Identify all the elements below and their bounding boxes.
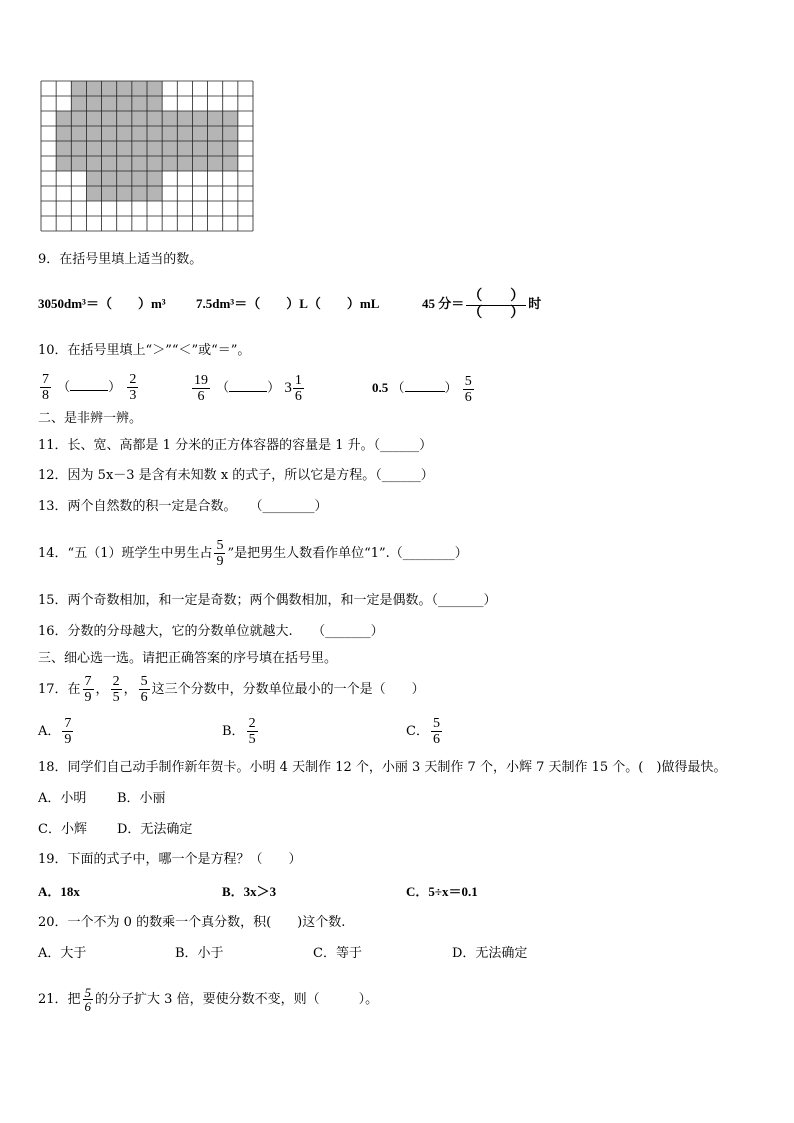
shaded-cell [102,141,117,156]
shaded-cell [86,81,101,96]
denominator: 9 [216,554,224,569]
q10-p1-left-fraction [40,372,51,403]
question-18: 18．同学们自己动手制作新年贺卡。小明 4 天制作 12 个，小丽 3 天制作 7 个，小辉 7 天制作 15 个。( )做得最快。 [38,760,727,775]
shaded-cell [117,171,132,186]
paren-close: ） [444,380,458,395]
shaded-cell [71,126,86,141]
shaded-cell [86,156,101,171]
shaded-cell [117,81,132,96]
question-11: 11．长、宽、高都是 1 分米的正方体容器的容量是 1 升。（______） [38,438,433,453]
section-3-heading: 三、细心选一选。请把正确答案的序号填在括号里。 [38,651,338,666]
shaded-cell [223,126,238,141]
q17-fraction-3 [139,674,150,705]
shaded-cell [147,96,162,111]
paren-open: （ [391,380,405,395]
q20-option-b: B．小于 [175,946,224,961]
denominator: 6 [464,389,472,405]
q20-option-c: C．等于 [313,946,362,961]
numerator: 2 [112,674,120,689]
question-21 [38,982,378,1018]
numerator: 7 [42,372,49,387]
question-15: 15．两个奇数相加，和一定是奇数；两个偶数相加，和一定是偶数。（_______） [38,593,497,608]
q10-p2-left-fraction [192,373,210,404]
denominator: 8 [42,388,49,403]
shaded-cell [162,156,177,171]
numerator: 7 [64,716,72,731]
shaded-cell [162,111,177,126]
q9-c-prefix: 45 分＝ [422,296,465,311]
shaded-cell [71,141,86,156]
q20-option-d: D．无法确定 [452,946,528,961]
paren-open: （ [216,380,230,396]
q14-suffix: ”是把男生人数看作单位“1”.（________） [227,546,468,561]
shaded-cell [147,156,162,171]
shaded-cell [132,81,147,96]
denominator: 9 [84,690,92,705]
shaded-cell [177,141,192,156]
q20-option-a: A．大于 [38,946,87,961]
shaded-cell [223,141,238,156]
shaded-cell [71,96,86,111]
numerator: 1 [294,372,302,388]
option-letter: A． [38,724,61,739]
question-10-pair-2 [190,368,306,409]
shaded-cell [162,126,177,141]
denominator: 9 [64,732,72,747]
shaded-cell [132,186,147,201]
question-16: 16．分数的分母越大，它的分数单位就越大. （_______） [38,624,384,639]
shaded-cell [147,171,162,186]
paren-open: （ [57,380,71,395]
shaded-cell [208,156,223,171]
shaded-cell [71,156,86,171]
shaded-cell [132,171,147,186]
shaded-cell [192,111,207,126]
shaded-cell [132,156,147,171]
option-letter: C． [406,724,429,739]
shaded-cell [132,141,147,156]
q18-option-a: A．小明 [38,791,87,806]
shaded-cell [86,96,101,111]
q9-c-denominator-blank: （ ） [468,305,525,321]
shaded-cell [147,111,162,126]
shaded-cell [102,186,117,201]
answer-blank [229,391,267,392]
shaded-cell [147,81,162,96]
numerator: 5 [84,985,92,1000]
shaded-cell [56,141,71,156]
q21-suffix: 的分子扩大 3 倍，要使分数不变，则（ ）。 [95,992,379,1007]
denominator: 3 [129,388,137,403]
q9-c-suffix: 时 [528,296,542,311]
paren-close: ） [267,380,281,396]
shaded-cell [223,156,238,171]
shaded-cell [177,156,192,171]
question-19: 19．下面的式子中，哪一个是方程？（ ） [38,852,302,867]
numerator: 5 [432,716,440,731]
shaded-cell [117,156,132,171]
q19-option-c: C．5÷x＝0.1 [406,884,478,899]
shaded-cell [71,81,86,96]
shaded-cell [86,171,101,186]
numerator: 5 [140,674,148,689]
q17-fraction-1 [83,674,94,705]
numerator: 7 [84,674,92,689]
shaded-cell [102,111,117,126]
shaded-cell [102,126,117,141]
shaded-cell [117,186,132,201]
shaded-cell [56,126,71,141]
shaded-cell [102,171,117,186]
q14-fraction [214,538,225,569]
shaded-cell [177,111,192,126]
q21-fraction [83,986,94,1013]
shaded-cell [147,141,162,156]
shaded-cell [208,126,223,141]
comma: ， [95,682,109,697]
answer-blank [405,391,445,392]
shaded-cell [117,96,132,111]
shaded-cell [162,141,177,156]
answer-blank [70,390,108,391]
shaded-cell [117,126,132,141]
question-14 [38,536,468,572]
comma: ， [123,682,137,697]
option-letter: B． [222,724,245,739]
shaded-cell [102,81,117,96]
denominator: 6 [294,388,302,404]
q18-option-b: B．小丽 [117,791,166,806]
q10-p2-right-mixed-number [284,368,306,408]
q17-option-a [38,712,75,752]
q21-prefix: 21．把 [38,992,81,1007]
section-2-heading: 二、是非辨一辨。 [38,411,143,426]
q18-option-c: C．小辉 [38,822,87,837]
q17-option-b [222,712,260,752]
q9-c-fraction [466,289,526,322]
shaded-grid-figure [40,80,254,232]
denominator: 5 [248,732,256,747]
q10-p3-right-fraction [463,374,474,405]
question-17 [38,672,425,708]
shaded-cell [192,141,207,156]
shaded-cell [147,126,162,141]
shaded-cell [147,186,162,201]
shaded-cell [86,126,101,141]
numerator: 2 [248,716,256,731]
numerator: 5 [464,373,472,389]
q17-fraction-2 [111,674,122,705]
shaded-cell [132,96,147,111]
question-13: 13．两个自然数的积一定是合数。 （________） [38,499,328,514]
q17-prefix: 17．在 [38,682,81,697]
numerator: 2 [129,372,137,387]
shaded-cell [192,156,207,171]
q19-option-b: B．3x＞3 [222,884,277,899]
shaded-cell [177,126,192,141]
q17-suffix: 这三个分数中，分数单位最小的一个是（ ） [151,682,425,697]
shaded-cell [192,126,207,141]
question-10-pair-1 [38,368,140,408]
q18-option-d: D．无法确定 [117,822,193,837]
shaded-cell [208,111,223,126]
question-9-item-b: 7.5dm³＝（ ）L（ ）mL [196,296,380,311]
question-9-title: 9．在括号里填上适当的数。 [38,252,203,267]
shaded-cell [86,141,101,156]
shaded-cell [102,96,117,111]
shaded-cell [117,111,132,126]
denominator: 6 [432,732,440,747]
whole-part: 3 [284,380,292,396]
shaded-cell [223,111,238,126]
shaded-cell [71,111,86,126]
shaded-cell [117,141,132,156]
denominator: 5 [112,690,120,705]
shaded-cell [102,156,117,171]
shaded-cell [208,141,223,156]
q10-p1-right-fraction [127,372,138,403]
q9-c-numerator-blank: （ ） [468,288,525,304]
q10-p3-left-value: 0.5 [372,380,389,395]
shaded-cell [56,156,71,171]
q14-prefix: 14．“五（1）班学生中男生占 [38,546,213,561]
denominator: 6 [84,999,92,1014]
shaded-cell [86,186,101,201]
question-20: 20．一个不为 0 的数乘一个真分数，积( )这个数. [38,915,346,930]
numerator: 19 [194,372,208,388]
numerator: 5 [216,538,224,553]
denominator: 6 [197,388,205,404]
paren-close: ） [108,380,122,395]
shaded-cell [86,111,101,126]
question-9-item-a: 3050dm³＝（ ）m³ [38,296,166,311]
question-10-pair-3 [372,368,476,408]
q19-option-a: A．18x [38,884,80,899]
question-10-title: 10．在括号里填上“＞”“＜”或“＝”。 [38,343,251,358]
denominator: 6 [140,690,148,705]
question-12: 12．因为 5x－3 是含有未知数 x 的式子，所以它是方程。（______） [38,468,434,483]
question-9-item-c [422,286,541,322]
shaded-cell [132,111,147,126]
q17-option-c [406,712,444,752]
shaded-cell [132,126,147,141]
shaded-cell [56,111,71,126]
